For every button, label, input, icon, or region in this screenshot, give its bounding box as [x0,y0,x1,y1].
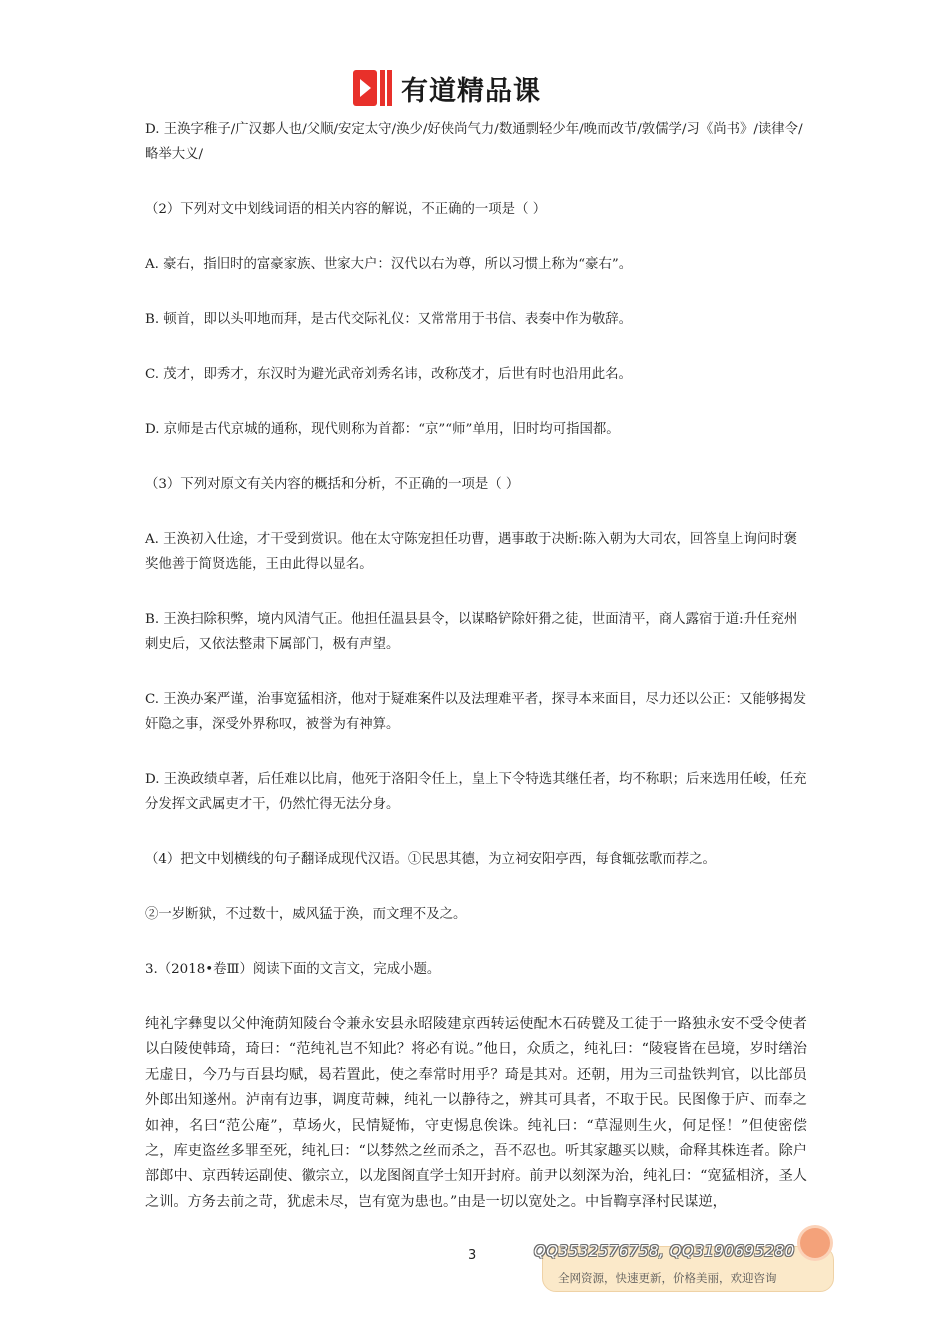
q3-option-d: D. 王涣政绩卓著，后任难以比肩，他死于洛阳令任上，皇上下令特选其继任者，均不称职；后来选用任峻，任充分发挥文武属吏才干，仍然忙得无法分身。 [145,772,807,812]
question-3: （3）下列对原文有关内容的概括和分析，不正确的一项是（ ） [145,477,520,492]
q3-option-c: C. 王涣办案严谨，治事宽猛相济，他对于疑难案件以及法理难平者，探寻本来面目，尽力还以公正：又能够揭发奸隐之事，深受外界称叹，被誉为有神算。 [145,692,807,732]
q2-option-b: B. 顿首，即以头叩地而拜，是古代交际礼仪：又常常用于书信、表奏中作为敬辞。 [145,312,633,327]
play-logo-icon [353,70,393,106]
question-4: （4）把文中划横线的句子翻译成现代汉语。①民思其德，为立祠安阳亭西，每食辄弦歌而荐之。 [145,852,716,867]
q2-option-c: C. 茂才，即秀才，东汉时为避光武帝刘秀名讳，改称茂才，后世有时也沿用此名。 [145,367,632,382]
watermark-contact: QQ3532576758, QQ3190695280 [534,1242,795,1260]
page-number: 3 [468,1248,477,1263]
q3-option-b: B. 王涣扫除积弊，境内风清气正。他担任温县县令，以谋略铲除奸猾之徒，世面清平，商人露宿于道:升任兖州刺史后，又依法整肃下属部门，极有声望。 [145,612,798,652]
question-4-part-2: ②一岁断狱，不过数十，威风猛于涣，而文理不及之。 [145,907,467,922]
q2-option-a: A. 豪右，指旧时的富豪家族、世家大户：汉代以右为尊，所以习惯上称为“豪右”。 [145,257,633,272]
q2-option-d: D. 京师是古代京城的通称，现代则称为首都：“京”“师”单用，旧时均可指国都。 [145,422,620,437]
question-3-header: 3.（2018•卷Ⅲ）阅读下面的文言文，完成小题。 [145,962,441,977]
q3-option-a: A. 王涣初入仕途，才干受到赏识。他在太守陈宠担任功曹，遇事敢于决断:陈入朝为大司农，回答皇上询问时褒奖他善于简贤选能，王由此得以显名。 [145,532,798,572]
brand-name: 有道精品课 [401,75,541,107]
watermark-slogan: 全网资源，快速更新，价格美丽，欢迎咨询 [558,1271,777,1285]
brand-logo [353,70,541,106]
classical-passage: 纯礼字彝叟以父仲淹荫知陵台令兼永安县永昭陵建京西转运使配木石砖甓及工徒于一路独永安不受令使者以白陵使韩琦，琦曰：“范纯礼岂不知此？将必有说。”他日，众质之，纯礼曰：“陵寝皆在邑境，岁时缮治无虚日，今乃与百县均赋，曷若置此，使之奉常时用乎？琦是其对。还朝，用为三司盐铁判官，以比部员外郎出知遂州。泸南有边事，调度苛棘，纯礼一以静待之，辨其可具者，不取于民。民图像于庐、而奉之如神，名曰“范公庵”，草场火，民情疑怖，守吏惕息俟诛。纯礼曰：“草湿则生火，何足怪！”但使密偿之，库吏盗丝多罪至死，纯礼曰：“以棼然之丝而杀之，吾不忍也。听其家趣买以赎，命释其株连者。除户部郎中、京西转运副使、徽宗立，以龙图阁直学士知开封府。前尹以刻深为治，纯礼曰：“宽猛相济，圣人之训。方务去前之苛，犹虑未尽，岂有宽为患也。”由是一切以宽处之。中旨鞫享泽村民谋逆， [145,1016,807,1210]
sun-icon [800,1228,830,1258]
question-2: （2）下列对文中划线词语的相关内容的解说，不正确的一项是（ ） [145,202,547,217]
document-body [145,117,807,1215]
watermark [530,1228,838,1292]
option-d-punctuation: D. 王涣字稚子/广汉郪人也/父顺/安定太守/涣少/好侠尚气力/数通剽轻少年/晚而改节/敦儒学/习《尚书》/读律令/略举大义/ [145,122,803,162]
